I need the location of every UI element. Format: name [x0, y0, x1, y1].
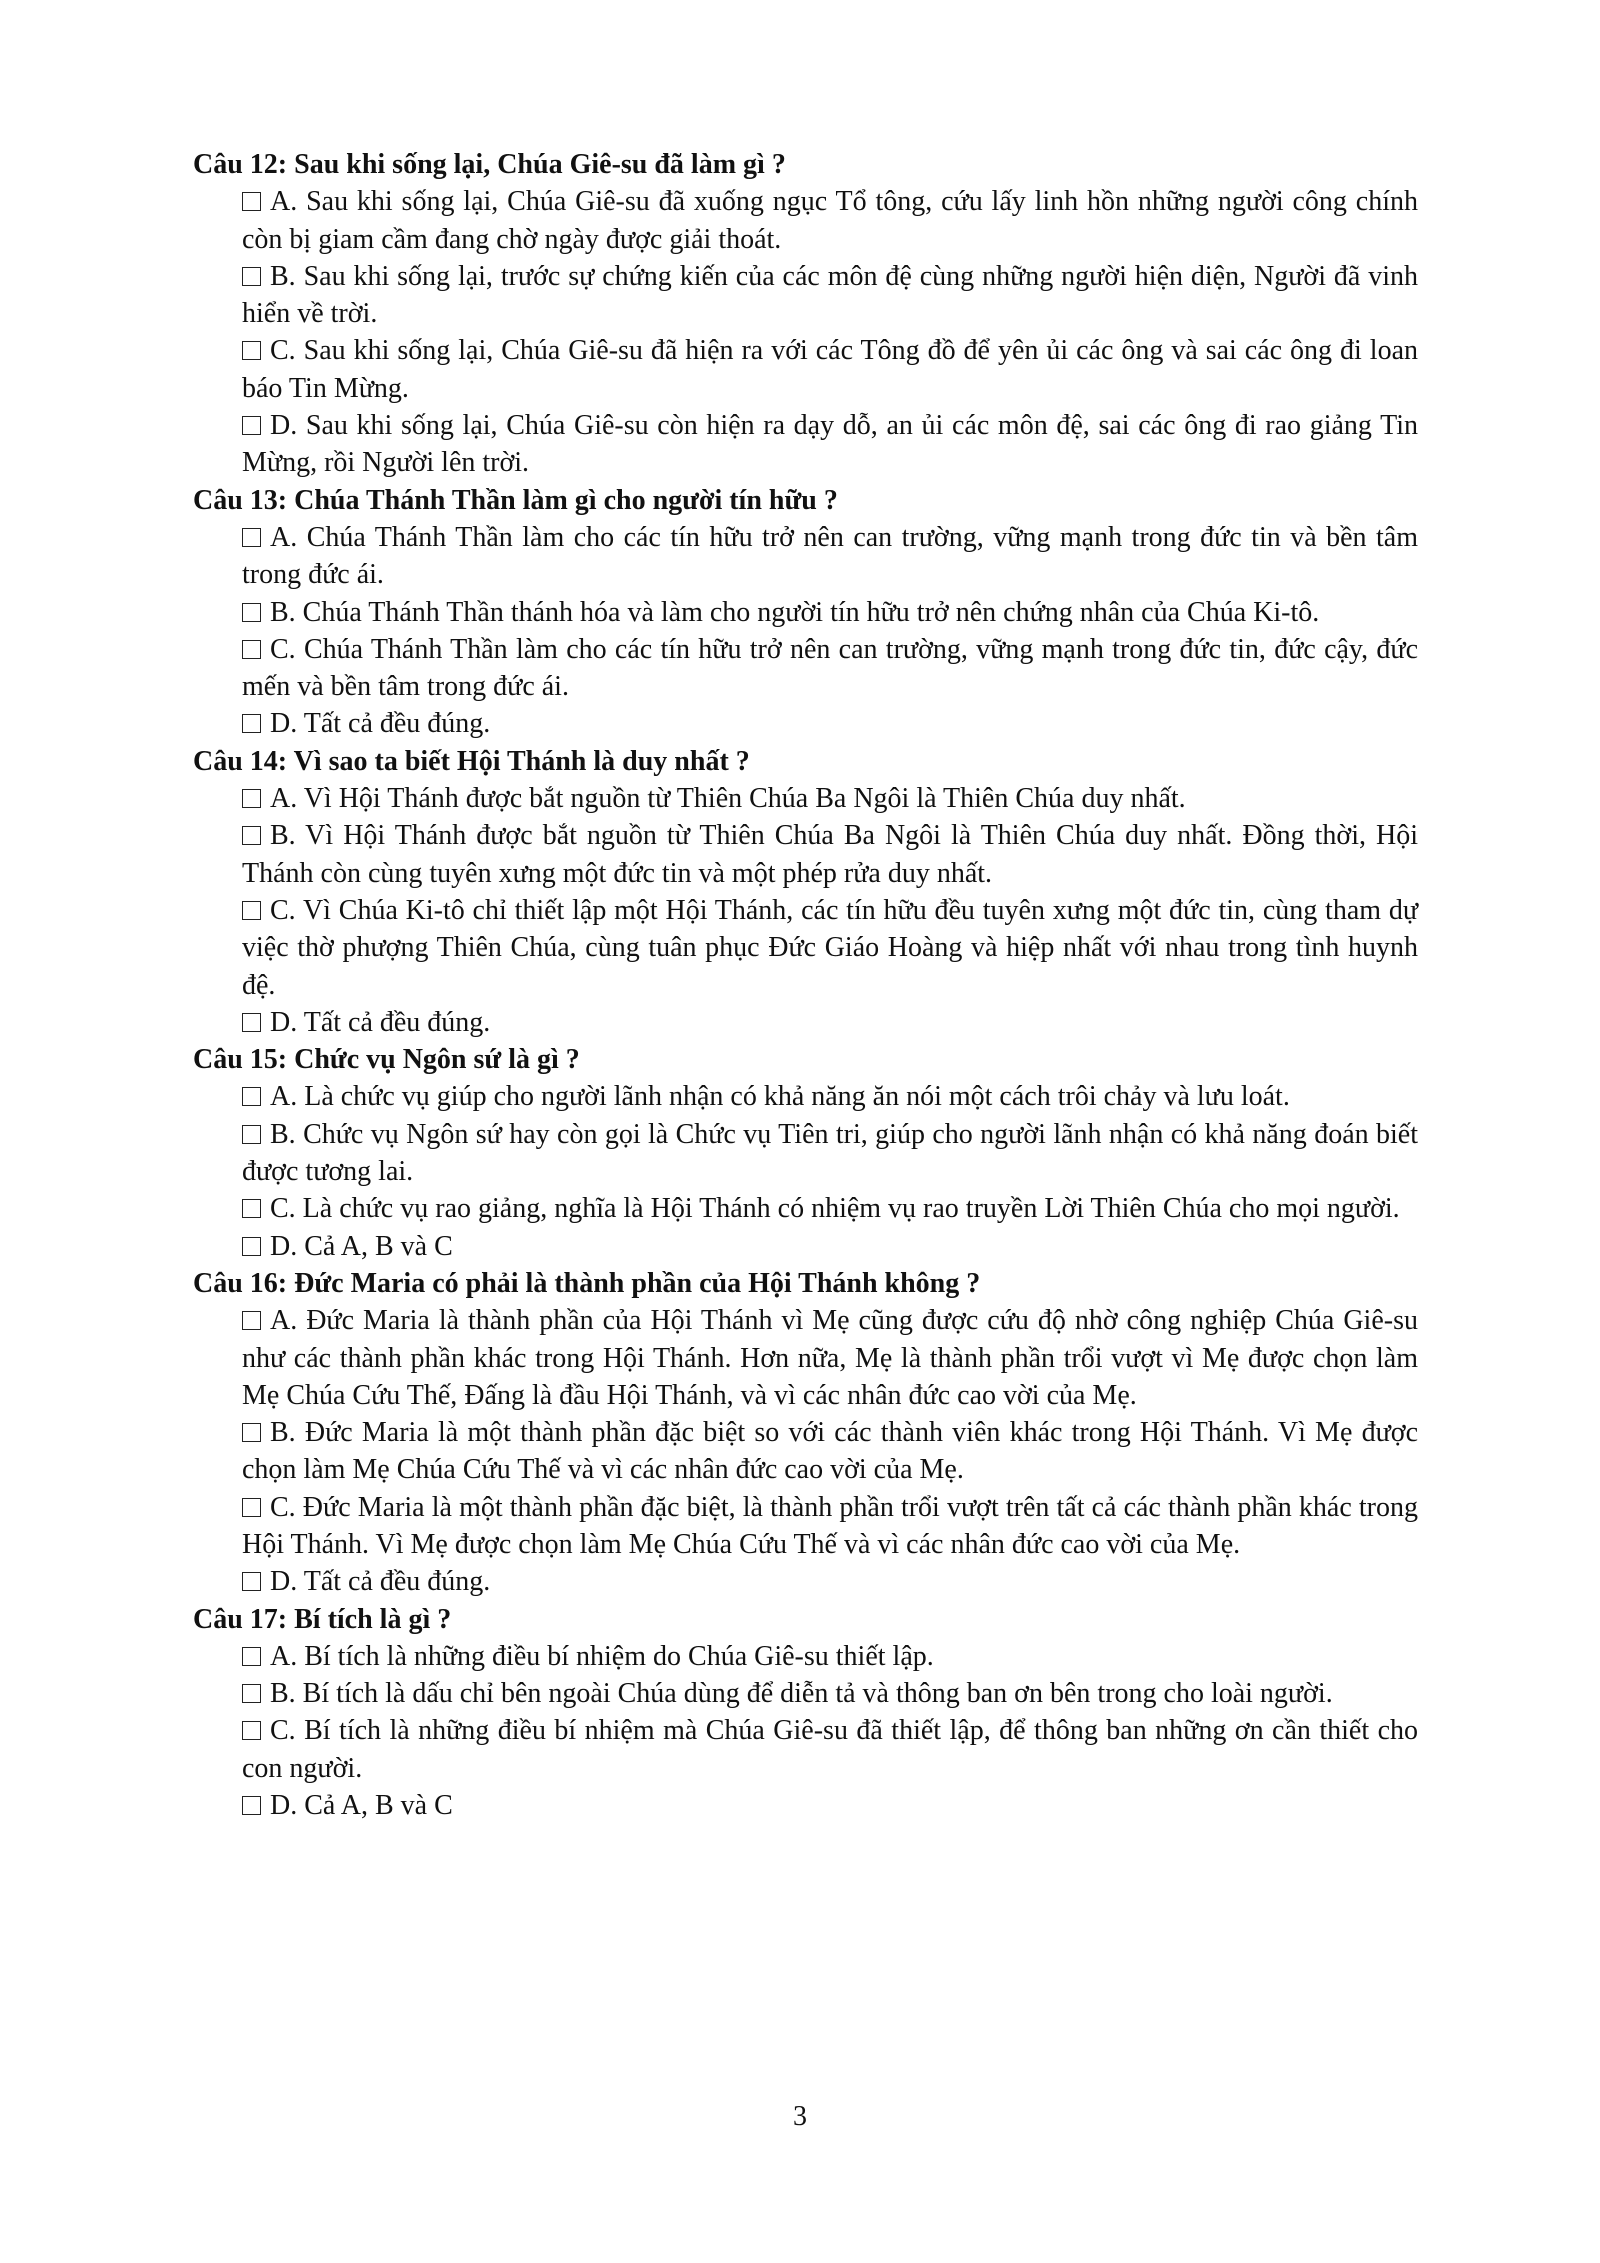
- question-title: Câu 15: Chức vụ Ngôn sứ là gì ?: [193, 1044, 580, 1076]
- checkbox-icon[interactable]: [242, 1647, 261, 1666]
- checkbox-icon[interactable]: [242, 1572, 261, 1591]
- checkbox-icon[interactable]: [242, 826, 261, 845]
- question: [193, 1601, 1418, 1825]
- answer-option: [193, 258, 1418, 333]
- answer-option: [193, 631, 1418, 706]
- answer-option: [193, 183, 1418, 258]
- answer-option-text: A. Đức Maria là thành phần của Hội Thánh vì Mẹ cũng được cứu độ nhờ công nghiệp Chúa Giê-su như các thành phần khác trong Hội Thánh. Hơn nữa, Mẹ là thành phần trổi vượt vì Mẹ được chọn làm Mẹ Chúa Cứu Thế, Đấng là đầu Hội Thánh, và vì các nhân đức cao vời của Mẹ.: [242, 1305, 1418, 1411]
- answer-option-text: C. Chúa Thánh Thần làm cho các tín hữu trở nên can trường, vững mạnh trong đức tin, đức cậy, đức mến và bền tâm trong đức ái.: [242, 633, 1418, 703]
- answer-option-text: C. Bí tích là những điều bí nhiệm mà Chúa Giê-su đã thiết lập, để thông ban những ơn cần thiết cho con người.: [242, 1715, 1418, 1784]
- checkbox-icon[interactable]: [242, 603, 261, 622]
- answer-option: [193, 1228, 1418, 1265]
- answer-option-text: A. Chúa Thánh Thần làm cho các tín hữu trở nên can trường, vững mạnh trong đức tin và bền tâm trong đức ái.: [242, 521, 1418, 591]
- answer-option-text: C. Sau khi sống lại, Chúa Giê-su đã hiện ra với các Tông đồ để yên ủi các ông và sai các ông đi loan báo Tin Mừng.: [242, 335, 1418, 404]
- answer-option: [193, 1638, 1418, 1675]
- answer-option: [193, 407, 1418, 482]
- answer-option-text: B. Chúa Thánh Thần thánh hóa và làm cho người tín hữu trở nên chứng nhân của Chúa Ki-tô.: [270, 596, 1320, 628]
- answer-option: [193, 332, 1418, 407]
- answer-option: [193, 594, 1418, 631]
- checkbox-icon[interactable]: [242, 1796, 261, 1815]
- checkbox-icon[interactable]: [242, 1013, 261, 1032]
- question-title: Câu 14: Vì sao ta biết Hội Thánh là duy nhất ?: [193, 745, 750, 777]
- answer-option-text: A. Sau khi sống lại, Chúa Giê-su đã xuống ngục Tổ tông, cứu lấy linh hồn những người công chính còn bị giam cầm đang chờ ngày được giải thoát.: [242, 186, 1418, 255]
- checkbox-icon[interactable]: [242, 1721, 261, 1740]
- answer-option: [193, 1190, 1418, 1227]
- checkbox-icon[interactable]: [242, 1423, 261, 1442]
- question: [193, 482, 1418, 743]
- page-number: 3: [793, 2101, 807, 2132]
- question: [193, 743, 1418, 1041]
- answer-option-text: D. Tất cả đều đúng.: [270, 1006, 491, 1038]
- answer-option: [193, 705, 1418, 742]
- document-body: [193, 146, 1418, 1824]
- answer-option-text: D. Sau khi sống lại, Chúa Giê-su còn hiện ra dạy dỗ, an ủi các môn đệ, sai các ông đi rao giảng Tin Mừng, rồi Người lên trời.: [242, 410, 1418, 479]
- answer-option-text: D. Cả A, B và C: [270, 1790, 453, 1822]
- answer-option-text: C. Là chức vụ rao giảng, nghĩa là Hội Thánh có nhiệm vụ rao truyền Lời Thiên Chúa cho mọi người.: [270, 1193, 1400, 1225]
- answer-option: [193, 1116, 1418, 1191]
- answer-option-text: B. Bí tích là dấu chỉ bên ngoài Chúa dùng để diễn tả và thông ban ơn bên trong cho loài người.: [270, 1678, 1333, 1710]
- answer-option: [193, 780, 1418, 817]
- answer-option: [193, 1787, 1418, 1824]
- answer-option-text: B. Sau khi sống lại, trước sự chứng kiến của các môn đệ cùng những người hiện diện, Người đã vinh hiển về trời.: [242, 260, 1418, 330]
- checkbox-icon[interactable]: [242, 901, 261, 920]
- question: [193, 1265, 1418, 1601]
- question-title: Câu 16: Đức Maria có phải là thành phần của Hội Thánh không ?: [193, 1267, 981, 1299]
- answer-option: [193, 1414, 1418, 1489]
- checkbox-icon[interactable]: [242, 416, 261, 435]
- answer-option-text: C. Đức Maria là một thành phần đặc biệt, là thành phần trổi vượt trên tất cả các thành phần khác trong Hội Thánh. Vì Mẹ được chọn làm Mẹ Chúa Cứu Thế và vì các nhân đức cao vời của Mẹ.: [242, 1491, 1418, 1560]
- answer-option: [193, 817, 1418, 892]
- checkbox-icon[interactable]: [242, 1199, 261, 1218]
- answer-option-text: D. Tất cả đều đúng.: [270, 1566, 491, 1598]
- checkbox-icon[interactable]: [242, 1684, 261, 1703]
- answer-option: [193, 892, 1418, 1004]
- answer-option: [193, 1712, 1418, 1787]
- answer-option: [193, 1078, 1418, 1115]
- answer-option-text: D. Cả A, B và C: [270, 1230, 453, 1262]
- answer-option-text: A. Vì Hội Thánh được bắt nguồn từ Thiên Chúa Ba Ngôi là Thiên Chúa duy nhất.: [270, 783, 1186, 815]
- checkbox-icon[interactable]: [242, 1498, 261, 1517]
- checkbox-icon[interactable]: [242, 1087, 261, 1106]
- answer-option-text: D. Tất cả đều đúng.: [270, 708, 491, 740]
- question-title: Câu 12: Sau khi sống lại, Chúa Giê-su đã làm gì ?: [193, 149, 786, 180]
- checkbox-icon[interactable]: [242, 714, 261, 733]
- checkbox-icon[interactable]: [242, 1125, 261, 1144]
- checkbox-icon[interactable]: [242, 192, 261, 211]
- answer-option: [193, 1004, 1418, 1041]
- checkbox-icon[interactable]: [242, 528, 261, 547]
- checkbox-icon[interactable]: [242, 1311, 261, 1330]
- answer-option: [193, 519, 1418, 594]
- answer-option: [193, 1489, 1418, 1564]
- question: [193, 146, 1418, 482]
- answer-option-text: B. Vì Hội Thánh được bắt nguồn từ Thiên Chúa Ba Ngôi là Thiên Chúa duy nhất. Đồng thời, Hội Thánh còn cùng tuyên xưng một đức tin và một phép rửa duy nhất.: [242, 820, 1418, 889]
- question-title: Câu 13: Chúa Thánh Thần làm gì cho người tín hữu ?: [193, 484, 838, 516]
- answer-option: [193, 1563, 1418, 1600]
- answer-option: [193, 1302, 1418, 1414]
- checkbox-icon[interactable]: [242, 341, 261, 360]
- checkbox-icon[interactable]: [242, 1237, 261, 1256]
- answer-option-text: B. Chức vụ Ngôn sứ hay còn gọi là Chức vụ Tiên tri, giúp cho người lãnh nhận có khả năng đoán biết được tương lai.: [242, 1118, 1418, 1188]
- answer-option-text: C. Vì Chúa Ki-tô chỉ thiết lập một Hội Thánh, các tín hữu đều tuyên xưng một đức tin, cùng tham dự việc thờ phượng Thiên Chúa, cùng tuân phục Đức Giáo Hoàng và hiệp nhất với nhau trong tình huynh đệ.: [242, 894, 1418, 1001]
- answer-option-text: A. Là chức vụ giúp cho người lãnh nhận có khả năng ăn nói một cách trôi chảy và lưu loát.: [270, 1081, 1290, 1113]
- question: [193, 1041, 1418, 1265]
- checkbox-icon[interactable]: [242, 789, 261, 808]
- checkbox-icon[interactable]: [242, 640, 261, 659]
- answer-option-text: B. Đức Maria là một thành phần đặc biệt so với các thành viên khác trong Hội Thánh. Vì Mẹ được chọn làm Mẹ Chúa Cứu Thế và vì các nhân đức cao vời của Mẹ.: [242, 1417, 1418, 1486]
- checkbox-icon[interactable]: [242, 267, 261, 286]
- answer-option-text: A. Bí tích là những điều bí nhiệm do Chúa Giê-su thiết lập.: [270, 1640, 934, 1672]
- question-title: Câu 17: Bí tích là gì ?: [193, 1603, 452, 1635]
- answer-option: [193, 1675, 1418, 1712]
